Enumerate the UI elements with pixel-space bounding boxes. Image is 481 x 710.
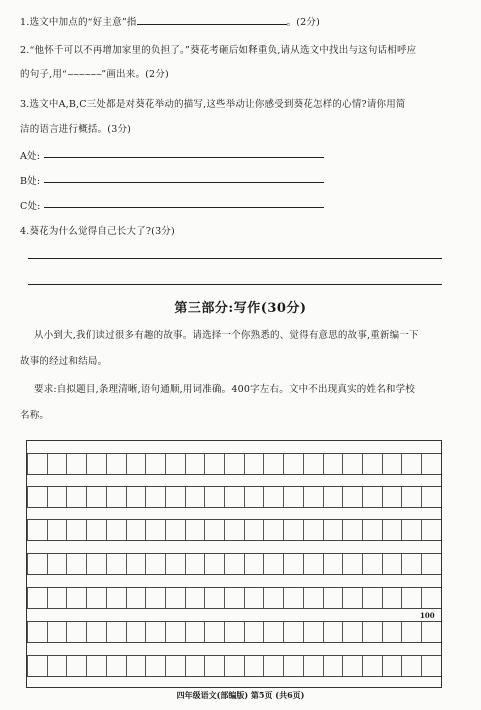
grid-cell[interactable] [421,554,440,574]
grid-cell[interactable] [165,622,184,642]
answer-line-b[interactable] [44,182,324,183]
grid-cell[interactable] [126,487,145,507]
grid-cell[interactable] [303,656,322,676]
grid-cell[interactable] [126,588,145,608]
grid-cell[interactable] [106,554,125,574]
writing-prompt-line-2: 故事的经过和结局。 [20,356,108,367]
writing-requirements-line-1: 要求:自拟题目,条理清晰,语句通顺,用词准确。400字左右。文中不出现真实的姓名和学校 [34,384,415,395]
grid-cell[interactable] [224,588,243,608]
grid-cell[interactable] [421,656,440,676]
grid-cell[interactable] [421,588,440,608]
grid-cell[interactable] [27,622,46,642]
question-4: 4.葵花为什么觉得自己长大了?(3分) [20,226,175,237]
grid-cell[interactable] [303,622,322,642]
answer-line-c[interactable] [44,207,324,208]
grid-cell[interactable] [244,454,263,474]
wavy-line-symbol: ~~~~~~ [67,70,102,79]
grid-cell[interactable] [362,622,381,642]
grid-cell[interactable] [421,622,440,642]
question-3-line-1: 3.选文中A,B,C三处都是对葵花举动的描写,这些举动让你感受到葵花怎样的心情?请你用简 [20,99,406,110]
grid-cell[interactable] [47,622,66,642]
grid-cell[interactable] [126,656,145,676]
grid-cell[interactable] [185,487,204,507]
grid-cell[interactable] [47,656,66,676]
grid-cell[interactable] [66,554,85,574]
grid-cell[interactable] [165,656,184,676]
grid-cell[interactable] [323,520,342,540]
grid-cell[interactable] [27,520,46,540]
grid-row [27,621,441,643]
grid-cell[interactable] [66,454,85,474]
grid-cell[interactable] [323,487,342,507]
grid-cell[interactable] [401,487,420,507]
grid-cell[interactable] [106,622,125,642]
grid-cell[interactable] [323,622,342,642]
grid-cell[interactable] [185,554,204,574]
grid-cell[interactable] [401,656,420,676]
grid-cell[interactable] [382,520,401,540]
grid-row [27,486,441,508]
grid-row [27,655,441,677]
grid-cell[interactable] [145,622,164,642]
grid-cell[interactable] [342,520,361,540]
grid-cell[interactable] [401,588,420,608]
grid-cell[interactable] [145,520,164,540]
grid-cell[interactable] [126,622,145,642]
grid-cell[interactable] [401,520,420,540]
grid-cell[interactable] [27,554,46,574]
grid-cell[interactable] [382,588,401,608]
question-1-score: 。(2分) [286,17,321,28]
grid-cell[interactable] [362,520,381,540]
grid-cell[interactable] [303,454,322,474]
grid-cell[interactable] [204,520,223,540]
grid-cell[interactable] [421,487,440,507]
grid-cell[interactable] [106,588,125,608]
grid-cell[interactable] [106,520,125,540]
grid-cell[interactable] [323,554,342,574]
grid-cell[interactable] [342,622,361,642]
grid-cell[interactable] [342,487,361,507]
grid-cell[interactable] [86,588,105,608]
grid-cell[interactable] [382,487,401,507]
grid-cell[interactable] [362,588,381,608]
grid-cell[interactable] [66,487,85,507]
grid-cell[interactable] [106,454,125,474]
answer-c-label: C处: [20,201,41,212]
grid-cell[interactable] [66,520,85,540]
grid-cell[interactable] [204,656,223,676]
grid-cell[interactable] [362,454,381,474]
grid-cell[interactable] [86,656,105,676]
question-3-line-2: 洁的语言进行概括。(3分) [20,124,132,135]
grid-cell[interactable] [283,554,302,574]
grid-cell[interactable] [283,454,302,474]
question-1-text: 1.选文中加点的“好主意”指 [20,17,137,28]
answer-a-label: A处: [20,151,41,162]
grid-cell[interactable] [145,487,164,507]
grid-cell[interactable] [86,487,105,507]
grid-cell[interactable] [185,622,204,642]
grid-cell[interactable] [342,588,361,608]
grid-cell[interactable] [323,454,342,474]
grid-cell[interactable] [342,454,361,474]
grid-cell[interactable] [106,656,125,676]
grid-cell[interactable] [283,656,302,676]
grid-cell[interactable] [86,554,105,574]
grid-cell[interactable] [145,588,164,608]
grid-cell[interactable] [126,554,145,574]
question-2-line-1: 2.“他怀千可以不再增加家里的负担了。”葵花考砸后如释重负,请从选文中找出与这句话相呼应 [20,45,417,56]
grid-cell[interactable] [145,554,164,574]
grid-cell[interactable] [165,554,184,574]
grid-cell[interactable] [224,487,243,507]
grid-cell[interactable] [224,454,243,474]
grid-cell[interactable] [27,487,46,507]
grid-cell[interactable] [47,454,66,474]
grid-cell[interactable] [126,520,145,540]
grid-cell[interactable] [106,487,125,507]
grid-cell[interactable] [303,588,322,608]
grid-cell[interactable] [303,520,322,540]
grid-cell[interactable] [27,656,46,676]
grid-cell[interactable] [283,487,302,507]
grid-cell[interactable] [47,554,66,574]
grid-cell[interactable] [382,554,401,574]
grid-cell[interactable] [165,588,184,608]
grid-cell[interactable] [47,520,66,540]
grid-cell[interactable] [185,520,204,540]
grid-cell[interactable] [224,554,243,574]
grid-cell[interactable] [165,487,184,507]
question-2-line-2-pre: 的句子,用“ [20,69,68,80]
grid-cell[interactable] [66,656,85,676]
grid-cell[interactable] [342,554,361,574]
answer-line-4a[interactable] [28,258,442,259]
grid-cell[interactable] [421,454,440,474]
grid-cell[interactable] [27,454,46,474]
grid-cell[interactable] [244,622,263,642]
grid-cell[interactable] [382,656,401,676]
grid-cell[interactable] [263,588,282,608]
grid-cell[interactable] [204,622,223,642]
grid-cell[interactable] [244,554,263,574]
grid-cell[interactable] [303,554,322,574]
grid-row [27,453,441,475]
answer-line-4b[interactable] [28,284,442,285]
grid-row [27,587,441,609]
grid-cell[interactable] [47,487,66,507]
grid-cell[interactable] [263,454,282,474]
grid-cell[interactable] [66,588,85,608]
question-2-line-2 [20,66,169,80]
grid-cell[interactable] [86,520,105,540]
page-footer: 四年级语文(部编版) 第5页 (共6页) [176,690,305,700]
writing-prompt-line-1: 从小到大,我们读过很多有趣的故事。请选择一个你熟悉的、觉得有意思的故事,重新编一下 [34,330,419,341]
grid-cell[interactable] [303,487,322,507]
grid-cell[interactable] [126,454,145,474]
grid-cell[interactable] [145,656,164,676]
grid-cell[interactable] [401,554,420,574]
grid-cell[interactable] [224,622,243,642]
grid-cell[interactable] [382,622,401,642]
grid-cell[interactable] [66,622,85,642]
grid-cell[interactable] [401,622,420,642]
writing-requirements-line-2: 名称。 [20,410,50,421]
grid-cell[interactable] [224,656,243,676]
answer-blank-1[interactable] [137,24,287,25]
grid-cell[interactable] [362,554,381,574]
answer-b-label: B处: [20,176,41,187]
word-count-marker: 100 [420,611,435,620]
grid-cell[interactable] [421,520,440,540]
grid-cell[interactable] [185,454,204,474]
grid-cell[interactable] [244,487,263,507]
grid-cell[interactable] [263,520,282,540]
grid-cell[interactable] [244,588,263,608]
answer-line-a[interactable] [44,157,324,158]
grid-cell[interactable] [165,520,184,540]
grid-cell[interactable] [47,588,66,608]
grid-cell[interactable] [86,454,105,474]
grid-cell[interactable] [263,554,282,574]
grid-cell[interactable] [204,588,223,608]
grid-cell[interactable] [362,656,381,676]
grid-cell[interactable] [185,656,204,676]
grid-cell[interactable] [244,520,263,540]
grid-cell[interactable] [145,454,164,474]
grid-cell[interactable] [362,487,381,507]
grid-cell[interactable] [323,656,342,676]
grid-cell[interactable] [86,622,105,642]
composition-grid[interactable] [26,440,442,688]
grid-cell[interactable] [283,622,302,642]
grid-cell[interactable] [244,656,263,676]
grid-cell[interactable] [165,454,184,474]
grid-cell[interactable] [185,588,204,608]
grid-cell[interactable] [204,454,223,474]
grid-row [27,553,441,575]
grid-cell[interactable] [224,520,243,540]
grid-cell[interactable] [382,454,401,474]
grid-row [27,519,441,541]
grid-cell[interactable] [263,487,282,507]
grid-cell[interactable] [283,588,302,608]
grid-cell[interactable] [204,554,223,574]
grid-cell[interactable] [401,454,420,474]
question-2-line-2-post: ”画出来。(2分) [101,69,169,80]
grid-cell[interactable] [283,520,302,540]
grid-cell[interactable] [204,487,223,507]
grid-cell[interactable] [342,656,361,676]
grid-cell[interactable] [263,622,282,642]
question-1 [20,14,320,28]
grid-cell[interactable] [323,588,342,608]
grid-cell[interactable] [27,588,46,608]
grid-cell[interactable] [263,656,282,676]
section-title: 第三部分:写作(30分) [174,301,307,316]
